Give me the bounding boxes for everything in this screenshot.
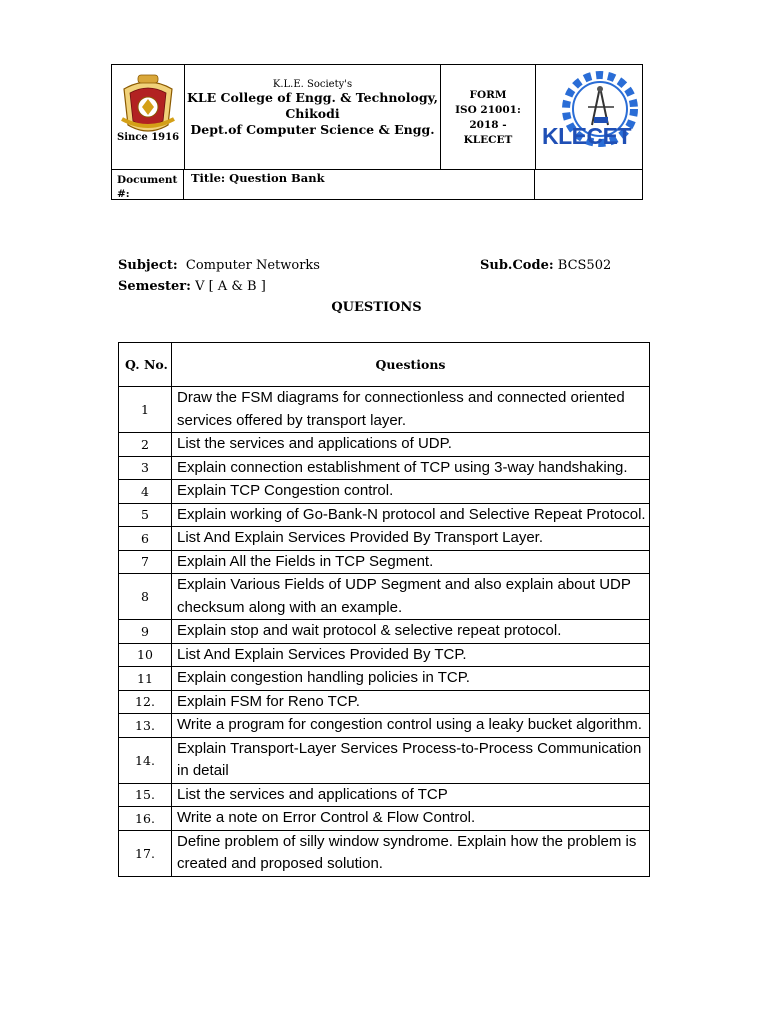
table-row bbox=[119, 667, 650, 691]
table-row bbox=[119, 527, 650, 551]
question-number: 15. bbox=[119, 783, 172, 807]
question-text: List And Explain Services Provided By Transport Layer. bbox=[172, 527, 650, 551]
question-text: Explain stop and wait protocol & selective repeat protocol. bbox=[172, 620, 650, 644]
klecet-logo-text: KLECET bbox=[542, 123, 631, 149]
table-row bbox=[119, 830, 650, 876]
question-number: 7 bbox=[119, 550, 172, 574]
klecet-gear-logo bbox=[536, 65, 642, 169]
question-number: 6 bbox=[119, 527, 172, 551]
college-name-line1: KLE College of Engg. & Technology, bbox=[186, 90, 438, 105]
question-number: 16. bbox=[119, 807, 172, 831]
document-header bbox=[111, 64, 643, 200]
table-row bbox=[119, 807, 650, 831]
table-row bbox=[119, 550, 650, 574]
document-number-label: Document #: bbox=[112, 170, 184, 199]
subcode-value: BCS502 bbox=[557, 258, 612, 273]
question-number: 2 bbox=[119, 433, 172, 457]
form-iso-cell bbox=[441, 65, 536, 169]
question-text: Define problem of silly window syndrome. Explain how the problem is created and proposed solution. bbox=[172, 830, 650, 876]
question-text: Explain TCP Congestion control. bbox=[172, 480, 650, 504]
table-row bbox=[119, 456, 650, 480]
question-number: 14. bbox=[119, 737, 172, 783]
table-row bbox=[119, 574, 650, 620]
question-text: Explain Transport-Layer Services Process-to-Process Communication in detail bbox=[172, 737, 650, 783]
question-number: 9 bbox=[119, 620, 172, 644]
question-text: Explain connection establishment of TCP using 3-way handshaking. bbox=[172, 456, 650, 480]
college-name-line2: Chikodi bbox=[285, 106, 340, 121]
department-name: Dept.of Computer Science & Engg. bbox=[190, 122, 435, 137]
question-number: 11 bbox=[119, 667, 172, 691]
question-text: Explain Various Fields of UDP Segment and also explain about UDP checksum along with an example. bbox=[172, 574, 650, 620]
section-heading: QUESTIONS bbox=[331, 300, 422, 315]
question-number: 1 bbox=[119, 387, 172, 433]
kle-logo-cell bbox=[112, 65, 185, 169]
question-text: Explain congestion handling policies in TCP. bbox=[172, 667, 650, 691]
question-number: 12. bbox=[119, 690, 172, 714]
question-number: 17. bbox=[119, 830, 172, 876]
qno-column-header: Q. No. bbox=[119, 343, 172, 387]
semester-value: V [ A & B ] bbox=[195, 279, 266, 294]
question-number: 3 bbox=[119, 456, 172, 480]
table-row bbox=[119, 433, 650, 457]
table-row bbox=[119, 480, 650, 504]
header-top-row bbox=[112, 65, 642, 170]
question-text: Explain All the Fields in TCP Segment. bbox=[172, 550, 650, 574]
klecet-logo-cell bbox=[536, 65, 642, 169]
question-text: Explain working of Go-Bank-N protocol and Selective Repeat Protocol. bbox=[172, 503, 650, 527]
subcode-line bbox=[480, 258, 611, 273]
question-text: Write a note on Error Control & Flow Control. bbox=[172, 807, 650, 831]
question-number: 13. bbox=[119, 714, 172, 738]
semester-line bbox=[118, 279, 266, 294]
question-number: 5 bbox=[119, 503, 172, 527]
logo-caption: Since 1916 bbox=[116, 132, 180, 143]
college-title-cell bbox=[185, 65, 441, 169]
question-text: Draw the FSM diagrams for connectionless and connected oriented services offered by transport layer. bbox=[172, 387, 650, 433]
table-row bbox=[119, 737, 650, 783]
question-text: List the services and applications of UDP. bbox=[172, 433, 650, 457]
questions-column-header: Questions bbox=[172, 343, 650, 387]
table-row bbox=[119, 643, 650, 667]
question-number: 8 bbox=[119, 574, 172, 620]
document-title: Title: Question Bank bbox=[185, 170, 535, 199]
question-text: List And Explain Services Provided By TCP. bbox=[172, 643, 650, 667]
kle-society-logo bbox=[112, 69, 184, 139]
table-row bbox=[119, 783, 650, 807]
question-text: Write a program for congestion control using a leaky bucket algorithm. bbox=[172, 714, 650, 738]
subject-value: Computer Networks bbox=[185, 258, 320, 273]
form-line: FORM bbox=[469, 89, 507, 101]
table-row bbox=[119, 503, 650, 527]
questions-table-body bbox=[119, 387, 650, 877]
subcode-label: Sub.Code: bbox=[480, 258, 554, 273]
table-header-row bbox=[119, 343, 650, 387]
question-number: 10 bbox=[119, 643, 172, 667]
society-name: K.L.E. Society's bbox=[272, 79, 353, 90]
questions-table bbox=[118, 342, 650, 877]
question-text: List the services and applications of TCP bbox=[172, 783, 650, 807]
header-bottom-row bbox=[112, 170, 642, 199]
subject-label: Subject: bbox=[118, 258, 178, 273]
question-text: Explain FSM for Reno TCP. bbox=[172, 690, 650, 714]
table-row bbox=[119, 690, 650, 714]
semester-label: Semester: bbox=[118, 279, 191, 294]
table-row bbox=[119, 620, 650, 644]
subject-line bbox=[118, 258, 320, 273]
table-row bbox=[119, 714, 650, 738]
form-line: KLECET bbox=[463, 134, 513, 146]
question-number: 4 bbox=[119, 480, 172, 504]
form-line: 2018 - bbox=[469, 119, 507, 131]
form-line: ISO 21001: bbox=[455, 104, 521, 116]
table-row bbox=[119, 387, 650, 433]
